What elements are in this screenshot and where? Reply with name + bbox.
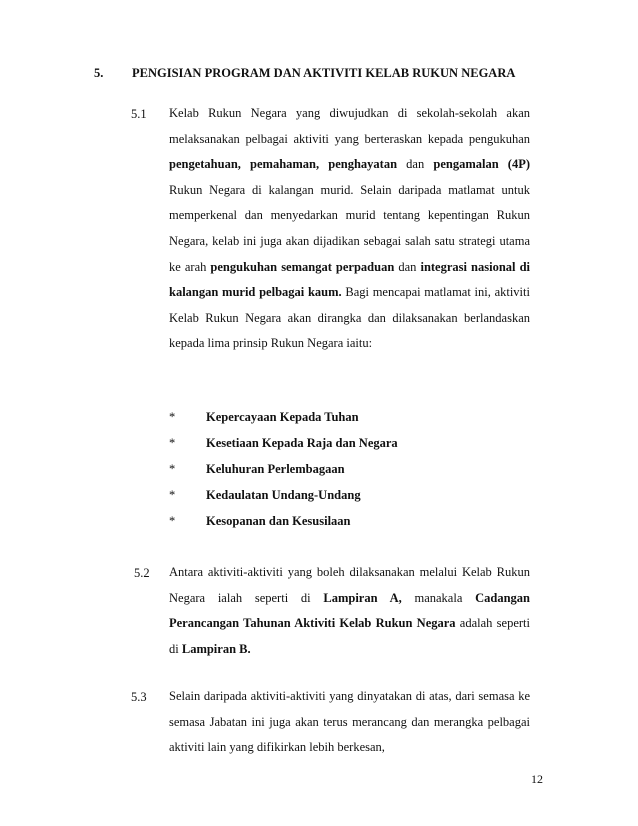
section-title: PENGISIAN PROGRAM DAN AKTIVITI KELAB RUKUN NEGARA (132, 66, 516, 80)
bullet-marker: * (169, 462, 176, 476)
list-item-text: Kepercayaan Kepada Tuhan (206, 410, 359, 424)
text-run: adalah seperti di (169, 616, 530, 656)
list-item-text: Kesetiaan Kepada Raja dan Negara (206, 436, 398, 450)
bold-run: pengetahuan, pemahaman, penghayatan (169, 157, 398, 172)
text-run: Selain daripada aktiviti-aktiviti yang dinyatakan di atas, dari semasa ke semasa Jabatan ini juga akan terus merancang dan merangka pelbagai aktiviti lain yang difikirkan lebih berkesan, (169, 689, 530, 755)
text-run: Kelab Rukun Negara yang diwujudkan di sekolah-sekolah akan melaksanakan pelbagai aktiviti yang berteraskan kepada pengukuhan (169, 106, 530, 146)
subsection-number-5-1: 5.1 (131, 107, 147, 121)
bold-run: Lampiran B. (181, 641, 251, 656)
text-run: dan (397, 157, 434, 172)
list-item-text: Kedaulatan Undang-Undang (206, 488, 361, 502)
list-item-text: Kesopanan dan Kesusilaan (206, 514, 351, 528)
paragraph-5-3 (169, 684, 530, 761)
bold-run: Lampiran A, (323, 590, 402, 605)
paragraph-5-1 (169, 101, 530, 357)
subsection-number-5-2: 5.2 (134, 566, 150, 580)
bold-run: Cadangan Perancangan Tahunan Aktiviti Kelab Rukun Negara (169, 590, 531, 631)
text-run: Bagi mencapai matlamat ini, aktiviti Kelab Rukun Negara akan dirangka dan dilaksanakan berlandaskan kepada lima prinsip Rukun Negara iaitu: (169, 285, 530, 351)
bold-run: pengukuhan semangat perpaduan (210, 259, 395, 274)
bold-run: integrasi nasional di kalangan murid pelbagai kaum. (169, 259, 530, 300)
bold-run: pengamalan (4P) (433, 157, 531, 172)
paragraph-5-2 (169, 560, 530, 662)
list-item-text: Keluhuran Perlembagaan (206, 462, 345, 476)
text-run: dan (394, 259, 421, 274)
section-number: 5. (94, 66, 104, 80)
bullet-marker: * (169, 488, 176, 502)
text-run: Antara aktiviti-aktiviti yang boleh dilaksanakan melalui Kelab Rukun Negara ialah seperti di (169, 565, 530, 605)
bullet-marker: * (169, 410, 176, 424)
text-run: manakala (401, 590, 476, 605)
page-number: 12 (531, 772, 543, 786)
bullet-marker: * (169, 436, 176, 450)
bullet-marker: * (169, 514, 176, 528)
text-run: Rukun Negara di kalangan murid. Selain daripada matlamat untuk memperkenal dan menyedarkan murid tentang kepentingan Rukun Negara, kelab ini juga akan dijadikan sebagai salah satu strategi utama ke arah (169, 182, 530, 274)
subsection-number-5-3: 5.3 (131, 690, 147, 704)
